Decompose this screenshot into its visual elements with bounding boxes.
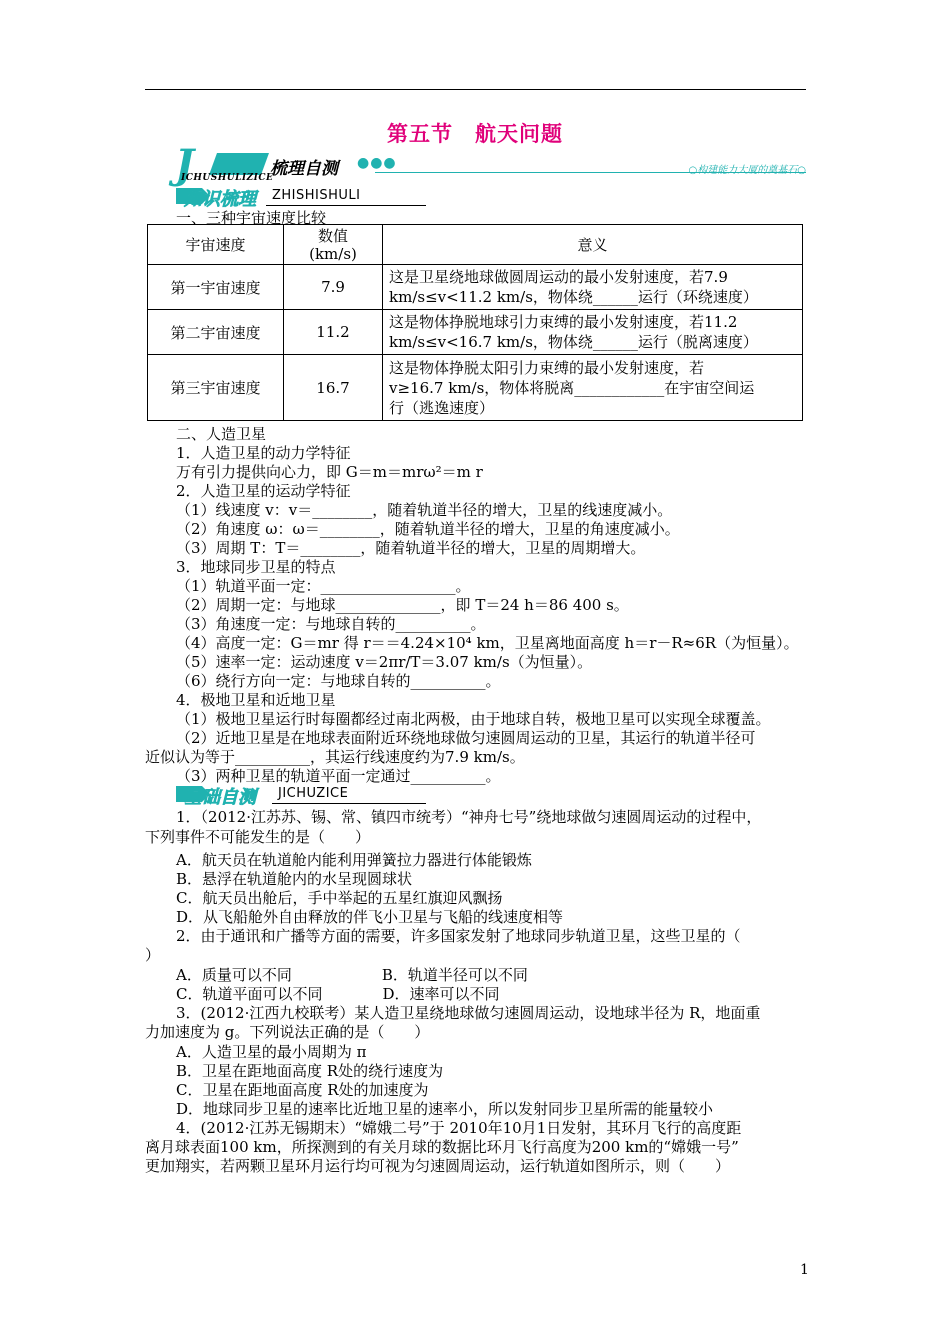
body-line: （6）绕行方向一定：与地球自转的__________。	[176, 672, 501, 690]
meaning-line: 这是物体挣脱太阳引力束缚的最小发射速度，若	[389, 358, 705, 377]
speed-meaning	[383, 265, 803, 310]
speed-meaning	[383, 355, 803, 421]
option-line: A．人造卫星的最小周期为 π	[176, 1043, 367, 1061]
body-line: （3）角速度一定：与地球自转的__________。	[176, 615, 486, 633]
top-rule	[145, 89, 806, 90]
section-header-selftest	[176, 784, 426, 808]
meaning-line: v≥16.7 km/s，物体将脱离____________在宇宙空间运	[389, 378, 755, 397]
question-line: 更加翔实，若两颗卫星环月运行均可视为匀速圆周运动，运行轨道如图所示，则（ ）	[145, 1157, 731, 1175]
body-line: （4）高度一定：G＝mr 得 r＝＝4.24×10⁴ km，卫星离地面高度 h＝r－R≈6R（为恒量）。	[176, 634, 799, 652]
section-header-knowledge	[176, 186, 426, 210]
banner-motto: ○构建能力大厦的奠基石○	[688, 165, 806, 176]
banner-bar	[209, 153, 269, 175]
option-line: C．轨道平面可以不同 D．速率可以不同	[176, 985, 500, 1003]
body-line: （2）角速度 ω：ω＝________，随着轨道半径的增大，卫星的角速度减小。	[176, 520, 680, 538]
body-line: （5）速率一定：运动速度 v＝2πr/T＝3.07 km/s（为恒量）。	[176, 653, 593, 671]
header-value-label: 数值	[317, 226, 348, 245]
speed-value: 11.2	[284, 310, 383, 355]
page-number: 1	[800, 1262, 809, 1278]
question-line: 2．由于通讯和广播等方面的需要，许多国家发射了地球同步轨道卫星，这些卫星的（	[176, 927, 741, 945]
option-line: C．航天员出舱后，手中举起的五星红旗迎风飘扬	[176, 889, 503, 907]
body-line: （1）极地卫星运行时每圈都经过南北两极，由于地球自转，极地卫星可以实现全球覆盖。	[176, 710, 771, 728]
table-row	[148, 355, 803, 421]
cosmic-speed-table	[147, 224, 803, 421]
table-row	[148, 265, 803, 310]
option-line: D．从飞船舱外自由释放的伴飞小卫星与飞船的线速度相等	[176, 908, 564, 926]
body-line: （1）线速度 v：v＝________，随着轨道半径的增大，卫星的线速度减小。	[176, 501, 673, 519]
question-line: 下列事件不可能发生的是（ ）	[145, 828, 371, 846]
body-line: （2）周期一定：与地球______________，即 T＝24 h＝86 400 s。	[176, 596, 629, 614]
body-line: 4．极地卫星和近地卫星	[176, 691, 336, 709]
meaning-line: km/s≤v<16.7 km/s，物体绕______运行（脱离速度）	[389, 333, 758, 351]
speed-name: 第二宇宙速度	[148, 310, 284, 355]
body-line: （3）两种卫星的轨道平面一定通过__________。	[176, 767, 501, 785]
body-line: 3．地球同步卫星的特点	[176, 558, 336, 576]
speed-name: 第一宇宙速度	[148, 265, 284, 310]
meaning-line: km/s≤v<11.2 km/s，物体绕______运行（环绕速度）	[389, 288, 758, 306]
table-row	[148, 310, 803, 355]
section-underline	[266, 205, 426, 206]
option-line: B．卫星在距地面高度 R处的绕行速度为	[176, 1062, 444, 1080]
option-line: C．卫星在距地面高度 R处的加速度为	[176, 1081, 429, 1099]
question-line: ）	[145, 946, 161, 964]
body-line: 近似认为等于__________，其运行线速度约为7.9 km/s。	[145, 748, 525, 766]
banner-label: 梳理自测	[270, 159, 338, 179]
section-title: 基础自测	[184, 787, 256, 808]
body-line: 万有引力提供向心力，即 G＝m＝mrω²＝m r	[176, 463, 483, 481]
body-line: 1．人造卫星的动力学特征	[176, 444, 351, 462]
body-line: （2）近地卫星是在地球表面附近环绕地球做匀速圆周运动的卫星，其运行的轨道半径可	[176, 729, 756, 747]
header-speed: 宇宙速度	[148, 225, 284, 265]
header-value	[284, 225, 383, 265]
speed-name: 第三宇宙速度	[148, 355, 284, 421]
question-line: 4．(2012·江苏无锡期末）“嫦娥二号”于 2010年10月1日发射，其环月飞行的高度距	[176, 1119, 742, 1137]
body-line: 2．人造卫星的运动学特征	[176, 482, 351, 500]
header-meaning: 意义	[383, 225, 803, 265]
banner-letter: J	[175, 141, 194, 188]
question-line: 力加速度为 g。下列说法正确的是（ ）	[145, 1023, 430, 1041]
speed-meaning	[383, 310, 803, 355]
heading-satellites: 二、人造卫星	[176, 425, 267, 443]
option-line: B．悬浮在轨道舱内的水呈现圆球状	[176, 870, 413, 888]
option-line: A．质量可以不同 B．轨道半径可以不同	[176, 966, 528, 984]
option-line: A．航天员在轨道舱内能利用弹簧拉力器进行体能锻炼	[176, 851, 532, 869]
body-line: （3）周期 T：T＝________，随着轨道半径的增大，卫星的周期增大。	[176, 539, 646, 557]
meaning-line: 这是卫星绕地球做圆周运动的最小发射速度，若7.9	[389, 268, 728, 286]
section-banner	[145, 141, 806, 188]
question-line: 3．(2012·江西九校联考）某人造卫星绕地球做匀速圆周运动，设地球半径为 R，地面重	[176, 1004, 761, 1022]
body-line: （1）轨道平面一定：__________________。	[176, 577, 471, 595]
header-value-unit: (km/s)	[309, 244, 357, 263]
section-title: 知识梳理	[184, 189, 256, 210]
section-underline	[272, 803, 426, 804]
meaning-line: 这是物体挣脱地球引力束缚的最小发射速度，若11.2	[389, 313, 738, 331]
banner-dots: ●●●	[357, 155, 397, 171]
speed-value: 16.7	[284, 355, 383, 421]
meaning-line: 行（逃逸速度）	[389, 398, 495, 417]
section-subtitle: ZHISHISHULI	[272, 188, 361, 203]
banner-subtitle: ICHUSHULIZICE	[181, 173, 274, 183]
table-heading: 一、三种宇宙速度比较	[176, 209, 327, 227]
question-line: 1．（2012·江苏苏、锡、常、镇四市统考）“神舟七号”绕地球做匀速圆周运动的过程中，	[176, 808, 762, 826]
page-title: 第五节 航天问题	[387, 121, 563, 146]
question-line: 离月球表面100 km，所探测到的有关月球的数据比环月飞行高度为200 km的“嫦娥一号”	[145, 1138, 739, 1156]
option-line: D．地球同步卫星的速率比近地卫星的速率小，所以发射同步卫星所需的能量较小	[176, 1100, 714, 1118]
table-header-row	[148, 225, 803, 265]
section-subtitle: JICHUZICE	[278, 786, 349, 801]
speed-value: 7.9	[284, 265, 383, 310]
